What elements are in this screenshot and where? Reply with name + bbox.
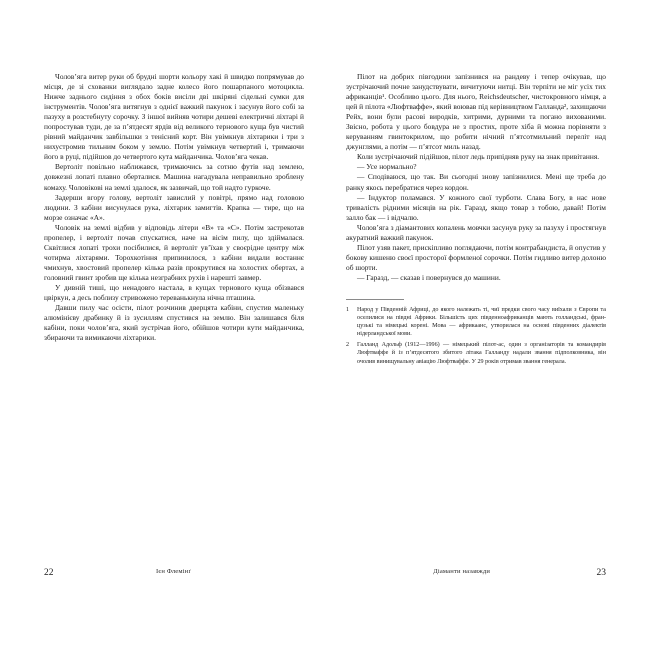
paragraph: Чолов’яга з діамантових копалень мовчки засунув руку за пазуху і простягнув акуратний важкий пакунок. (346, 222, 606, 242)
paragraph: У дивній тиші, що ненадовго настала, в кущах тернового куща обізвався цвіркун, а десь поблизу стривожено тереванькнула нічна пташина. (44, 282, 304, 303)
footnote-text: Народ у Південній Африці, до якого належать ті, чиї предки свого часу виїхали з Європи та оселилися на півдні Африки. Більшість цих південноафриканців мають голландські, французькі та німецькі корені. Мова — африкаанс, утворилася на основі південних діалектів нідерландської мови. (357, 306, 606, 338)
left-page-text-column (44, 72, 304, 572)
footnote-separator-rule (346, 299, 404, 300)
paragraph: Задерши вгору голову, вертоліт завислий у повітрі, прямо над головою людини. З кабіни висунулася рука, ліхтарик замигтів. Крапка — тире, що на морзе означає «А». (44, 192, 304, 222)
dialogue-line: — Усе нормально? (357, 162, 417, 172)
paragraph: Чоловік на землі відбив у відповідь літери «В» та «С». Потім застрекотав пропелер, і вертоліт почав спускатися, наче на вісім пилу, що здіймалася. Сквітлися лопаті трохи посібилися, й вертоліт ув’їхав у своєрідне центру між чотирма ліхтарями. Торохкотіння припинилося, з кабіни видали востаннє чмихнув, хвостовий пропелер кілька разів прокрутився на холостих обертах, а головний гвинт зробив ще кілька незграбних рухів і нарешті завмер. (44, 222, 304, 282)
paragraph: Пілот узяв пакет, прискіпливо поглядаючи, потім контрабандиста, й опустив у бокову кишеню своєї просторої формленої сорочки. Потім гидливо витер долоню об шорти. (346, 242, 606, 272)
footnote-item (346, 306, 606, 338)
paragraph: Коли зустрічаючий підійшов, пілот ледь припідняв руку на знак привітання. (357, 152, 600, 162)
footnote-item (346, 341, 606, 365)
right-page-text-column (346, 72, 606, 572)
running-head-left: Ієн Флемінґ (156, 568, 191, 575)
dialogue-line: — Гаразд, — сказав і повернувся до машини. (357, 272, 501, 282)
running-head-right: Діаманти назавжди (433, 568, 490, 575)
spread-columns (0, 72, 650, 572)
page-footer (0, 568, 650, 588)
footnote-number: 1 (346, 306, 350, 313)
folio-right: 23 (596, 568, 606, 578)
paragraph: Пілот на добрих півгодини запізнився на рандеву і тепер очікував, що зустрічаючий почне занудствувати, вичитуючи нитці. Він терпіти не міг усіх тих африканців¹. Особливо цього. Для нього, Reichsdeutscher, чистокровного німця, а цей й пілота «Люфтваффе», який воював під керівництвом Галланда², захищаючи Рейх, вони були расові виродків, хитрими, дурними та погано вихованими. Звісно, робота у цього бовдура не з простих, проте хіба й можна порівняти з керуванням гвинтокрилом, що робити нічний п’ятсотмильний переліт над джунглями, а потім — п’ятсот миль назад. (346, 72, 606, 152)
paragraph: Вертоліт повільно наближався, тримаючись за сотню футів над землею, довжезні лопаті плавно оберталися. Машина нагадувала неправильно зроблену комаху. Чоловікові на землі здалося, як зазвичай, що той надто гуркоче. (44, 162, 304, 192)
dialogue-line: — Індуктор поламався. У кожного свої турботи. Слава Богу, в нас нове тривалість рідними місяців на рік. Гаразд, якщо товар з тобою, давай! Потім залло бак — і відчалю. (346, 192, 606, 222)
footnote-number: 2 (346, 342, 350, 349)
footnotes-block (346, 294, 606, 366)
dialogue-line: — Сподіваюся, що так. Ви сьогодні знову запізнилися. Мені ще треба до ранку якось перебратися через кордон. (346, 172, 606, 192)
folio-left: 22 (44, 568, 54, 578)
paragraph: Давши пилу час осісти, пілот розчинив дверцята кабіни, спустив маленьку алюмінієву драбинку й із зусиллям спустився на землю. Він залишався біля кабіни, поки чолов’яга, який зустрічав його, обійшов чотири кути майданчика, збираючи та вимикаючи ліхтарики. (44, 303, 304, 343)
paragraph: Чолов’яга витер руки об брудні шорти кольору хакі й швидко попрямував до місця, де зі схованки виглядало задне колесо його пошарпаного мотоцикла. Нижче заднього сидіння з обох боків висіли дві шкіряні сідельні сумки для інструментів. Чолов’яга витягнув з однієї важкий пакунок і засунув його собі за пазуху в розстебнуту сорочку. З іншої вийняв чотири дешеві електричні ліхтарі й попростував туди, де за п’ятдесят ярдів від великого тернового куща був чистий рівний майданчик завбільшки з тенісний корт. Він увімкнув ліхтарики і три з нихустромив тильним боком у землю. Потім увімкнув четвертий і, тримаючи його в руці, підійшов до четвертого кута майданчика. Чолов’яга чекав. (44, 72, 304, 162)
footnote-text: Галланд Адольф (1912—1996) — німецький пілот-ас, один з організаторів та командирів Люфтваффе й із п’ятдесятого збитого літака Галланду надали звання підполковника, він очолив винищувальну авіацію Люфтваффе. У 29 років отримав звання генерала. (357, 342, 606, 365)
